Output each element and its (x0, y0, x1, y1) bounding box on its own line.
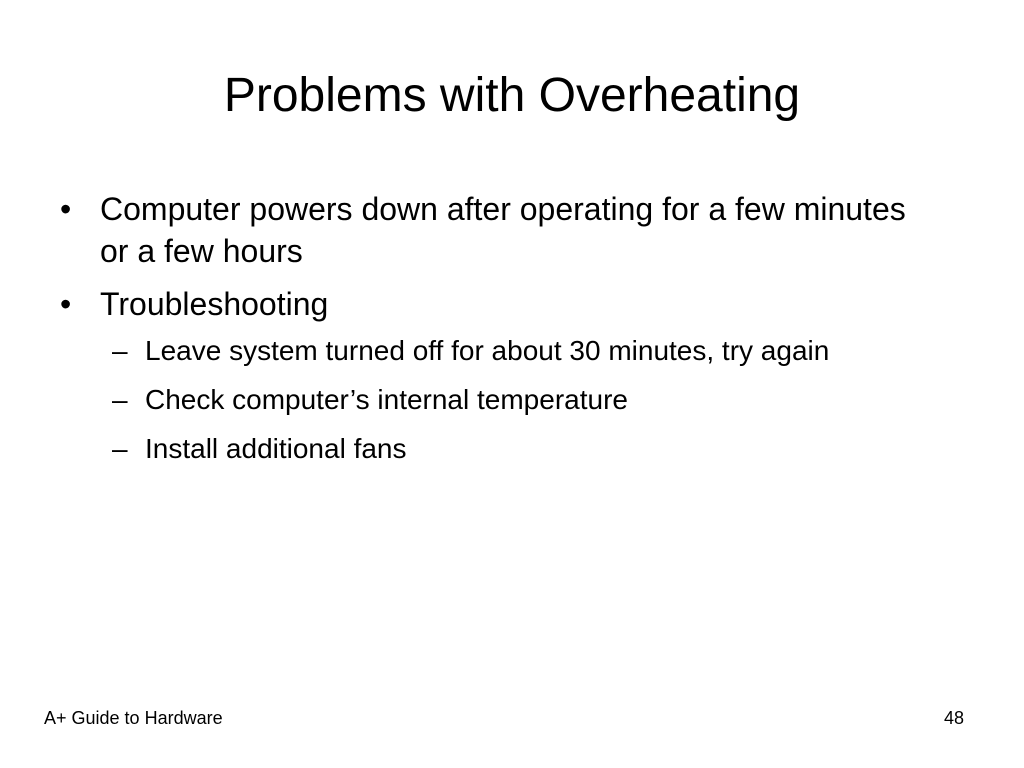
sub-bullet-list (100, 331, 930, 469)
footer-course-title: A+ Guide to Hardware (44, 708, 223, 728)
sub-bullet-item (100, 429, 930, 469)
bullet-item (60, 188, 930, 272)
sub-bullet-item (100, 331, 930, 371)
bullet-text: Troubleshooting (100, 286, 329, 322)
bullet-text: Computer powers down after operating for a few minutes or a few hours (100, 191, 906, 269)
sub-bullet-item (100, 380, 930, 420)
dash-marker: – (112, 384, 128, 415)
sub-bullet-text: Install additional fans (145, 433, 407, 464)
bullet-marker: • (60, 286, 72, 322)
page-number: 48 (943, 708, 964, 728)
dash-marker: – (112, 335, 128, 366)
dash-marker: – (112, 433, 128, 464)
bullet-marker: • (60, 191, 72, 227)
sub-bullet-text: Check computer’s internal temperature (145, 384, 628, 415)
bullet-list (60, 188, 930, 480)
bullet-item (60, 283, 930, 469)
sub-bullet-text: Leave system turned off for about 30 minutes, try again (145, 335, 830, 366)
slide-title: Problems with Overheating (223, 69, 801, 122)
